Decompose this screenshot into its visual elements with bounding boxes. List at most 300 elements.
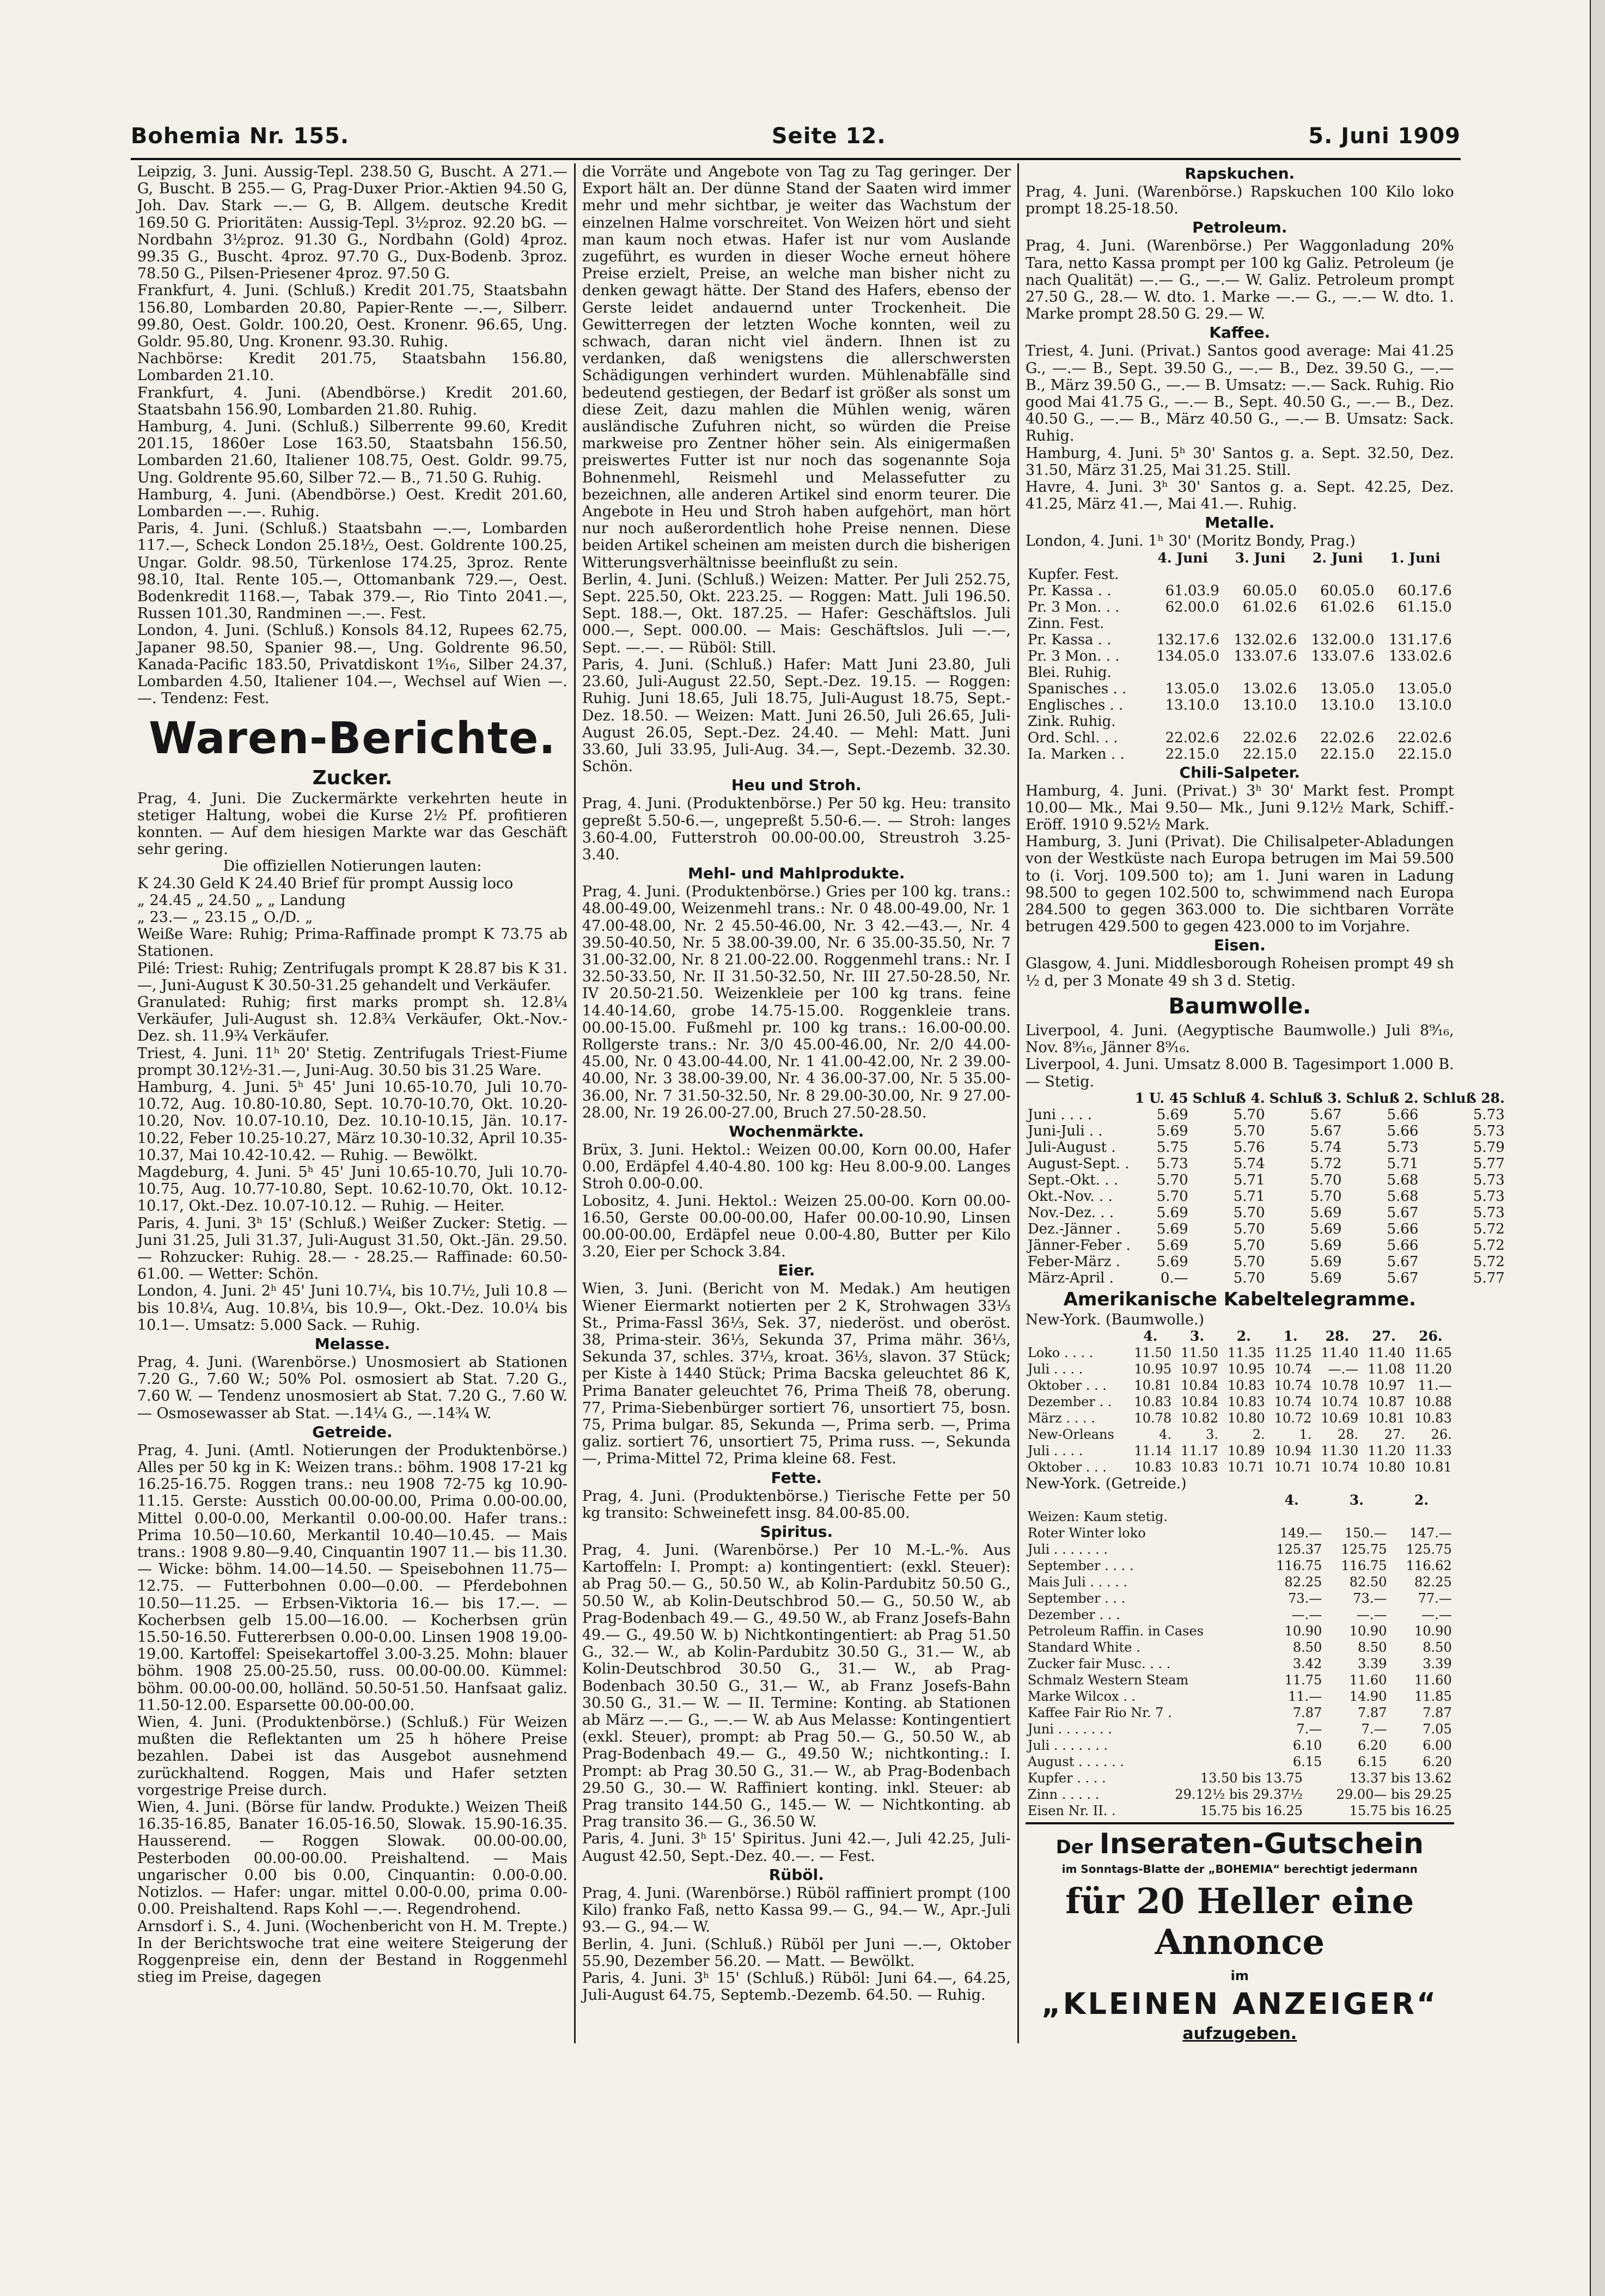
table-cell: 11.50 <box>1181 1345 1218 1360</box>
table-cell: 10.71 <box>1274 1459 1312 1475</box>
table-cell: Pr. Kassa . . <box>1027 582 1112 599</box>
table-cell: 11.08 <box>1368 1361 1405 1377</box>
table-cell: 11.30 <box>1321 1443 1359 1458</box>
heading-metalle: Metalle. <box>1205 514 1275 532</box>
zucker-10: Hamburg, 4. Juni. 5ʰ 45' Juni 10.65-10.70, Juli 10.70-10.72, Aug. 10.80-10.80, Sept. 10.70-10.70, Okt. 10.20-10.20, Nov. 10.07-10.10, Dez. 10.10-10.15, Jän. 10.17-10.22, Feber 10.25-10.27, März 10.30-10.32, April 10.35-10.37, Mai 10.42-10.42. — Ruhig. — Bewölkt. <box>137 1078 567 1164</box>
table-cell: 6.10 <box>1292 1738 1322 1754</box>
table-cell: 15.75 bis 16.25 <box>1349 1803 1452 1819</box>
table-cell: 28. <box>1338 1426 1359 1442</box>
getreide-3: Wien, 4. Juni. (Börse für landw. Produkte.) Weizen Theiß 16.35-16.85, Banater 16.05-16.50, Slowak. 15.90-16.35. Hausserend. — Roggen Slowak. 00.00-00.00, Pesterboden 00.00-00.00. Preishaltend. — Mais ungarischer 0.00 bis 0.00, Cinquantin: 0.00-0.00. Notizlos. — Hafer: ungar. mittel 0.00-0.00, prima 0.00-0.00. Preishaltend. Raps Kohl —.—. Regendrohend. <box>137 1799 567 1918</box>
table-cell: 13.05.0 <box>1320 680 1375 697</box>
table-cell <box>1222 713 1299 730</box>
table-cell: Juli-August . <box>1027 1139 1116 1156</box>
table-cell: 6.20 <box>1358 1738 1387 1754</box>
table-cell: Zinn . . . . . <box>1027 1787 1100 1803</box>
column-1 <box>131 163 574 2043</box>
table-cell: 11.20 <box>1414 1361 1452 1377</box>
heading-eier: Eier. <box>778 1261 815 1280</box>
table-cell: Jänner-Feber . <box>1027 1237 1131 1254</box>
table-cell: 5.67 <box>1387 1204 1419 1221</box>
table-cell: 116.75 <box>1276 1558 1322 1574</box>
table-cell: 5.73 <box>1473 1106 1505 1123</box>
table-cell: 5.72 <box>1473 1237 1505 1254</box>
table-cell: 5.69 <box>1310 1253 1342 1270</box>
melasse-1: Prag, 4. Juni. (Warenbörse.) Unosmosiert ab Stationen 7.20 G., 7.60 W.; 50% Pol. osmosiert ab Stat. 7.20 G., 7.60 W. — Tendenz unosmosiert ab Stat. 7.20 G., 7.60 W. — Osmosewasser ab Stat. —.14¼ G., —.14¾ W. <box>137 1354 567 1422</box>
table-row <box>1026 1541 1454 1558</box>
table-cell: 10.69 <box>1321 1410 1359 1426</box>
report-hamburg-abend: Hamburg, 4. Juni. (Abendbörse.) Oest. Kredit 201.60, Lombarden —.—. Ruhig. <box>137 486 567 521</box>
table-cell: März . . . . <box>1027 1410 1095 1426</box>
table-cell: 11.35 <box>1227 1345 1265 1360</box>
table-cell: 10.83 <box>1227 1394 1265 1409</box>
heading-spiritus: Spiritus. <box>760 1523 833 1541</box>
heading-heu: Heu und Stroh. <box>731 776 862 795</box>
table-cell: 5.66 <box>1387 1106 1419 1123</box>
metal-us-table <box>1026 1770 1454 1819</box>
table-row <box>1026 1410 1454 1426</box>
table-cell: 132.17.6 <box>1156 631 1219 648</box>
heading-kaffee: Kaffee. <box>1209 323 1271 342</box>
ad-line-4: im <box>1230 1968 1249 1984</box>
table-cell: 11.50 <box>1134 1345 1172 1360</box>
table-cell: —.— <box>1356 1607 1387 1623</box>
col3.metal_head-head-cell: 4. Juni <box>1157 549 1208 566</box>
col3.ag_head-head-cell <box>1026 1492 1259 1509</box>
ad-rule-top <box>1026 1822 1454 1824</box>
table-cell: 5.70 <box>1233 1122 1265 1139</box>
table-cell: 2. <box>1252 1426 1265 1442</box>
table-cell: 10.84 <box>1181 1377 1218 1393</box>
table-cell: 10.78 <box>1134 1410 1172 1426</box>
table-cell: August . . . . . . <box>1027 1754 1124 1770</box>
table-cell: 11.25 <box>1274 1345 1312 1360</box>
table-cell: 60.17.6 <box>1397 582 1452 599</box>
spiritus-2: Paris, 4. Juni. 3ʰ 15' Spiritus. Juni 42.—, Juli 42.25, Juli-August 42.50, Sept.-Dez. 40.—. — Fest. <box>582 1830 1011 1865</box>
table-cell: 60.05.0 <box>1242 582 1297 599</box>
table-cell: 5.72 <box>1473 1220 1505 1237</box>
table-cell: 10.87 <box>1368 1394 1405 1409</box>
table-cell: 5.71 <box>1233 1188 1265 1205</box>
report-paris: Paris, 4. Juni. (Schluß.) Staatsbahn —.—, Lombarden 117.—, Scheck London 25.18½, Oest. Goldrente 100.25, Ungar. Goldr. 98.50, Türkenlose 174.25, 3proz. Rente 98.10, Ital. Rente 105.—, Ottomanbank 729.—, Oest. Bodenkredit 1168.—, Tabak 379.—, Rio Tinto 2041.—, Russen 101.30, Randminen —.—. Fest. <box>137 520 567 622</box>
table-cell: 10.83 <box>1181 1459 1218 1475</box>
table-cell: 11.75 <box>1284 1672 1322 1688</box>
table-cell: 5.69 <box>1156 1220 1188 1237</box>
table-cell: Weizen: Kaum stetig. <box>1027 1509 1168 1525</box>
table-cell: Nov.-Dez. . . <box>1027 1204 1114 1221</box>
table-cell: Standard White . <box>1027 1640 1140 1656</box>
table-cell: Kupfer . . . . <box>1027 1770 1106 1786</box>
table-row <box>1026 730 1454 746</box>
table-cell: Oktober . . . <box>1027 1459 1107 1475</box>
table-cell: 133.07.6 <box>1234 648 1297 664</box>
heading-amerikanisch: Amerikanische Kabeltelegramme. <box>1063 1288 1416 1310</box>
col3.bw_head-head-cell: Schluß 3. <box>1269 1090 1342 1106</box>
table-cell: 8.50 <box>1358 1640 1387 1656</box>
table-cell: 82.50 <box>1349 1574 1387 1590</box>
table-cell: 7.— <box>1296 1721 1322 1737</box>
table-cell: 22.02.6 <box>1397 729 1452 746</box>
col3.ag_head-head-cell: 2. <box>1414 1492 1429 1509</box>
table-cell: 10.84 <box>1181 1394 1218 1409</box>
table-cell: 11.— <box>1418 1377 1452 1393</box>
table-cell: 6.15 <box>1292 1754 1322 1770</box>
table-row <box>1026 1525 1454 1541</box>
table-cell: Schmalz Western Steam <box>1027 1672 1189 1688</box>
table-cell: 10.95 <box>1134 1361 1172 1377</box>
col3.am_head-head-cell: 2. <box>1236 1328 1251 1344</box>
table-cell: 6.00 <box>1423 1738 1452 1754</box>
header-rule <box>131 158 1461 160</box>
table-cell: Petroleum Raffin. in Cases <box>1027 1623 1204 1639</box>
col3.bw_head-head-cell: Schluß 28. <box>1423 1090 1505 1106</box>
kaffee-2: Hamburg, 4. Juni. 5ʰ 30' Santos g. a. Sept. 32.50, Dez. 31.50, März 31.25, Mai 31.25. Still. <box>1025 444 1454 479</box>
table-cell: 0.— <box>1160 1269 1188 1286</box>
table-cell: 7.87 <box>1423 1705 1452 1721</box>
table-cell: 132.00.0 <box>1311 631 1375 648</box>
heading-zucker: Zucker. <box>312 766 393 789</box>
table-cell: 7.— <box>1361 1721 1387 1737</box>
col3.am_head-head-cell: 4. <box>1143 1328 1158 1344</box>
table-cell: Marke Wilcox . . <box>1027 1689 1136 1705</box>
table-cell: 5.69 <box>1310 1220 1342 1237</box>
table-cell: 5.74 <box>1233 1155 1265 1172</box>
table-cell: 13.10.0 <box>1320 697 1375 713</box>
table-row <box>1026 1345 1454 1361</box>
table-cell: Mais Juli . . . . . <box>1027 1574 1128 1590</box>
header-right: 5. Juni 1909 <box>1308 124 1461 149</box>
rueboel-1: Prag, 4. Juni. (Warenbörse.) Rüböl raffiniert prompt (100 Kilo) franko Faß, netto Kassa 99.— G., 94.— W., Apr.-Juli 93.— G., 94.— W. <box>582 1884 1011 1936</box>
table-row <box>1026 632 1454 648</box>
table-row <box>1026 1377 1454 1394</box>
zucker-12: Paris, 4. Juni. 3ʰ 15' (Schluß.) Weißer Zucker: Stetig. — Juni 31.25, Juli 31.37, Juli-August 31.50, Okt.-Jän. 29.50. — Rohzucker: Ruhig. 28.— - 28.25.— Raffinade: 60.50-61.00. — Wetter: Schön. <box>137 1214 567 1283</box>
table-cell: 13.02.6 <box>1242 680 1297 697</box>
heading-getreide: Getreide. <box>312 1422 393 1441</box>
table-cell: 6.20 <box>1423 1754 1452 1770</box>
table-cell: 61.02.6 <box>1242 599 1297 615</box>
table-cell: 10.81 <box>1368 1410 1405 1426</box>
table-cell: 11.60 <box>1414 1672 1452 1688</box>
column-2 <box>574 163 1017 2043</box>
table-cell: 10.82 <box>1181 1410 1218 1426</box>
table-cell: 22.15.0 <box>1397 746 1452 762</box>
table-row <box>1026 599 1454 615</box>
baumwolle-table <box>1026 1090 1507 1286</box>
heading-eisen: Eisen. <box>1213 936 1266 955</box>
table-cell: —.— <box>1328 1361 1359 1377</box>
heading-mehl: Mehl- und Mahlprodukte. <box>688 864 905 883</box>
table-cell: 5.67 <box>1387 1269 1419 1286</box>
table-cell: Juli . . . . <box>1027 1443 1083 1458</box>
table-cell: 5.70 <box>1310 1171 1342 1188</box>
table-cell: 15.75 bis 16.25 <box>1200 1803 1303 1819</box>
table-row <box>1026 566 1454 583</box>
getreide-4: Arnsdorf i. S., 4. Juni. (Wochenbericht von H. M. Trepte.) In der Berichtswoche trat eine weitere Steigerung der Roggenpreise ein, denn der Bestand in Roggenmehl stieg im Preise, dagegen <box>137 1918 567 1986</box>
col3.metal_head-head-cell: 1. Juni <box>1390 549 1441 566</box>
kaffee-1: Triest, 4. Juni. (Privat.) Santos good average: Mai 41.25 G., —.— B., Sept. 39.50 G., —.— B., Dez. 39.50 G., —.— B., März 39.50 G., —.— B. Umsatz: —.— Sack. Ruhig. Rio good Mai 41.75 G., —.— B., Sept. 40.50 G., —.— B., Dez. 40.50 G., —.— B., März 40.50 G., —.— B. Umsatz: Sack. Ruhig. <box>1025 343 1454 445</box>
table-cell: 13.50 bis 13.75 <box>1200 1770 1303 1786</box>
col3.ag_head-head-cell: 3. <box>1349 1492 1364 1509</box>
table-row <box>1026 1754 1454 1770</box>
table-row <box>1026 713 1454 730</box>
table-cell: 61.02.6 <box>1320 599 1375 615</box>
zucker-3: K 24.30 Geld K 24.40 Brief für prompt Aussig loco <box>137 875 514 892</box>
table-cell: 5.70 <box>1233 1253 1265 1270</box>
ad-headline <box>1026 1828 1454 1860</box>
table-cell: 1. <box>1299 1426 1312 1442</box>
table-cell: 11.20 <box>1368 1443 1405 1458</box>
table-cell: Sept.-Okt. . . <box>1027 1171 1118 1188</box>
col3.bw_head-head-cell: Schluß 2. <box>1346 1090 1419 1106</box>
table-row <box>1026 1188 1507 1205</box>
table-row <box>1026 1123 1507 1139</box>
table-cell: Juni . . . . <box>1027 1106 1093 1123</box>
table-cell: 7.87 <box>1292 1705 1322 1721</box>
table-cell: 29.00— bis 29.25 <box>1336 1787 1452 1803</box>
zucker-13: London, 4. Juni. 2ʰ 45' Juni 10.7¼, bis 10.7½, Juli 10.8 — bis 10.8¼, Aug. 10.8¼, bis 10.9—, Okt.-Dez. 10.0¼ bis 10.1—. Umsatz: 5.000 Sack. — Ruhig. <box>137 1283 567 1334</box>
table-cell <box>1376 664 1454 681</box>
column-3 <box>1017 163 1505 2044</box>
table-cell: 5.73 <box>1156 1155 1188 1172</box>
baumwolle-1: Liverpool, 4. Juni. (Aegyptische Baumwolle.) Juli 8⁹⁄₁₆, Nov. 8⁹⁄₁₆, Jänner 8⁹⁄₁₆. <box>1025 1022 1454 1057</box>
table-cell: Okt.-Nov. . . <box>1027 1188 1113 1205</box>
zucker-4: „ 24.45 „ 24.50 „ „ Landung <box>137 891 346 909</box>
table-row <box>1026 1139 1507 1156</box>
table-cell: 10.95 <box>1227 1361 1265 1377</box>
table-cell: 29.12½ bis 29.37½ <box>1175 1787 1303 1803</box>
table-row <box>1026 1607 1454 1623</box>
heading-wochenmaerkte: Wochenmärkte. <box>729 1122 864 1140</box>
table-cell: 77.— <box>1418 1591 1452 1607</box>
metal-table <box>1026 550 1454 762</box>
table-cell: 116.62 <box>1406 1558 1452 1574</box>
table-cell: 10.74 <box>1321 1459 1359 1475</box>
table-cell: Oktober . . . <box>1027 1377 1107 1393</box>
table-cell: 10.89 <box>1227 1443 1265 1458</box>
table-cell: 10.80 <box>1368 1459 1405 1475</box>
table-cell: 3.42 <box>1292 1656 1322 1672</box>
table-row <box>1026 1156 1507 1172</box>
heading-baumwolle: Baumwolle. <box>1168 993 1311 1019</box>
table-cell: Juni . . . . . . . <box>1027 1721 1112 1737</box>
table-row <box>1026 1721 1454 1737</box>
table-cell <box>1222 615 1299 632</box>
table-row <box>1026 1509 1454 1525</box>
table-row <box>1026 1770 1454 1786</box>
table-row <box>1026 1623 1454 1639</box>
table-cell: 133.02.6 <box>1388 648 1452 664</box>
table-cell: Ia. Marken . . <box>1027 746 1125 762</box>
table-cell: 5.69 <box>1310 1204 1342 1221</box>
rueboel-2: Berlin, 4. Juni. (Schluß.) Rüböl per Juni —.—, Oktober 55.90, Dezember 56.20. — Matt. — Bewölkt. <box>582 1935 1011 1970</box>
table-cell: 5.74 <box>1310 1139 1342 1156</box>
table-cell: Pr. Kassa . . <box>1027 631 1112 648</box>
table-cell: 5.71 <box>1233 1171 1265 1188</box>
report-nachboerse: Nachbörse: Kredit 201.75, Staatsbahn 156.80, Lombarden 21.10. <box>137 350 567 384</box>
rueboel-3: Paris, 4. Juni. 3ʰ 15' (Schluß.) Rüböl: Juni 64.—, 64.25, Juli-August 64.75, Septemb.-Dezemb. 64.50. — Ruhig. <box>582 1969 1011 2004</box>
table-cell: 11.17 <box>1181 1443 1218 1458</box>
metal-table-head <box>1026 550 1454 566</box>
table-cell: 5.73 <box>1473 1122 1505 1139</box>
table-cell: 147.— <box>1409 1525 1452 1541</box>
table-cell: 5.70 <box>1233 1204 1265 1221</box>
table-cell: 5.67 <box>1310 1122 1342 1139</box>
table-row <box>1026 648 1454 664</box>
raps-1: Prag, 4. Juni. (Warenbörse.) Rapskuchen 100 Kilo loko prompt 18.25-18.50. <box>1025 184 1454 218</box>
table-row <box>1026 1361 1454 1377</box>
table-row <box>1026 583 1454 599</box>
table-row <box>1026 697 1454 713</box>
col3.ag_head-head-cell: 4. <box>1284 1492 1299 1509</box>
amerik-1: New-York. (Baumwolle.) <box>1025 1311 1205 1328</box>
zucker-6: Weiße Ware: Ruhig; Prima-Raffinade prompt K 73.75 ab Stationen. <box>137 926 567 960</box>
spiritus-1: Prag, 4. Juni. (Warenbörse.) Per 10 M.-L.-%. Aus Kartoffeln: I. Prompt: a) kontingentiert: (exkl. Steuer): ab Prag 50.— G., 50.50 W., ab Kolin-Pardubitz 50.50 G., 50.50 W., ab Kolin-Deutschbrod 50.— G., 50.50 W., ab Prag-Bodenbach 49.— G., 49.50 W., ab Franz Josefs-Bahn 49.— G., 49.50 W. b) Nichtkontingentiert: ab Prag 51.50 G., 32.— W., ab Kolin-Pardubitz 30.50 G., 31.— W., ab Kolin-Deutschbrod 30.50 G., 31.— W., ab Prag-Bodenbach 30.50 G., 31.— W., ab Franz Josefs-Bahn 30.50 G., 31.— W. — II. Termine: Konting. ab Stationen ab März —.— G., —.— W. ab Aus Melasse: Kontingentiert (exkl. Steuer), prompt: ab Prag 50.— G., 50.50 W., ab Prag-Bodenbach 49.— G., 49.50 W.; nichtkonting.: I. Prompt: ab Prag 30.50 G., 31.— W., ab Prag-Bodenbach 29.50 G., 30.— W. Raffiniert konting. inkl. Steuer: ab Prag transito 144.50 G., 145.— W. — Nichtkonting. ab Prag transito 36.— G., 36.50 W. <box>582 1542 1011 1831</box>
table-cell: 22.15.0 <box>1320 746 1375 762</box>
table-cell: 62.00.0 <box>1165 599 1219 615</box>
ad-line-6: aufzugeben. <box>1182 2024 1297 2044</box>
table-cell: 8.50 <box>1423 1640 1452 1656</box>
table-cell: 5.68 <box>1387 1171 1419 1188</box>
table-cell: Juli . . . . . . . <box>1027 1542 1108 1558</box>
table-cell: 61.15.0 <box>1397 599 1452 615</box>
table-row <box>1026 746 1454 762</box>
table-cell: 150.— <box>1345 1525 1387 1541</box>
table-cell <box>1376 615 1454 632</box>
table-row <box>1026 1237 1507 1254</box>
table-cell: 10.74 <box>1274 1377 1312 1393</box>
table-row <box>1026 1394 1454 1410</box>
table-cell <box>1376 566 1454 583</box>
table-cell: 5.77 <box>1473 1269 1505 1286</box>
table-cell: 10.83 <box>1414 1410 1452 1426</box>
table-cell: 5.69 <box>1310 1269 1342 1286</box>
table-cell: Kaffee Fair Rio Nr. 7 . <box>1027 1705 1172 1721</box>
table-cell: 5.69 <box>1156 1253 1188 1270</box>
getreide-cont: die Vorräte und Angebote von Tag zu Tag geringer. Der Export hält an. Der dünne Stand der Saaten wird immer mehr und mehr sichtbar, je weiter das Wachstum der einzelnen Halme vorschreitet. Von Weizen hört und sieht man kaum noch etwas. Hafer ist nur vom Auslande zugeführt, es wurden in dieser Woche erneut höhere Preise erzielt, Preise, an welche man bisher nicht zu denken gewagt hätte. Der Stand des Hafers, ebenso der Gerste leidet andauernd unter Trockenheit. Die Gewitterregen der letzten Woche konnten, weil zu schwach, daran nicht viel ändern. Ihnen ist zu verdanken, daß wenigstens die allerschwersten Schädigungen verhindert wurden. Mühlenabfälle sind bedeutend gestiegen, der Bedarf ist größer als sonst um diese Zeit, dazu mahlen die Mühlen wenig, wären ausländische Zufuhren nicht, so würden die Preise markweise pro Zentner höher sein. Als einigermaßen preiswertes Futter ist nur noch das sogenannte Soja Bohnenmehl, Reismehl und Melassefutter zu bezeichnen, alle anderen Artikel sind enorm teurer. Die Angebote in Heu und Stroh haben aufgehört, man hört nur noch außerordentlich hohe Preise nennen. Diese beiden Artikel scheinen am meisten durch die bisherigen Witterungsverhältnisse beeinflußt zu sein. <box>582 163 1011 571</box>
table-cell: 10.83 <box>1227 1377 1265 1393</box>
table-cell: 10.80 <box>1227 1410 1265 1426</box>
table-cell: Zinn. Fest. <box>1027 615 1104 632</box>
table-cell: 11.60 <box>1349 1672 1387 1688</box>
table-cell <box>1222 566 1299 583</box>
baumwolle-2: Liverpool, 4. Juni. Umsatz 8.000 B. Tagesimport 1.000 B. — Stetig. <box>1025 1056 1454 1090</box>
table-cell: 5.66 <box>1387 1237 1419 1254</box>
table-cell: 10.83 <box>1134 1394 1172 1409</box>
heading-fette: Fette. <box>771 1468 822 1487</box>
eier-1: Wien, 3. Juni. (Bericht von M. Medak.) Am heutigen Wiener Eiermarkt notierten per 2 K, Strohwagen 33⅓ St., Prima-Fassl 36⅓, Sek. 37, niederöst. und oberöst. 38, Prima-steir. 36⅓, Sekunda 37, Prima mähr. 36⅓, Sekunda 37, schles. 37⅓, kroat. 36⅓, slavon. 37 Stück; per Kiste à 1440 Stück; Prima Bacska geleuchtet 86 K, Prima Banater geleuchtet 76, Prima Theiß 78, oberung. 77, Prima-Siebenbürger sortiert 76, unsortiert 75, bosn. 75, Prima bulgar. 85, Sekunda —, Prima serb. —, Prima galiz. sortiert 76, unsortiert 75, Prima russ. —, Sekunda —, Prima-Mittel 72, Prima kleine 68. Fest. <box>582 1280 1011 1468</box>
table-cell: Feber-März . <box>1027 1253 1120 1270</box>
table-cell: 22.15.0 <box>1242 746 1297 762</box>
table-cell: 5.68 <box>1387 1188 1419 1205</box>
table-cell: 5.69 <box>1156 1106 1188 1123</box>
metalle-1: London, 4. Juni. 1ʰ 30' (Moritz Bondy, Prag.) <box>1025 533 1356 550</box>
heading-petroleum: Petroleum. <box>1192 218 1287 237</box>
table-cell: 22.02.6 <box>1242 729 1297 746</box>
table-cell: 3.39 <box>1358 1656 1387 1672</box>
table-cell: 5.72 <box>1473 1253 1505 1270</box>
table-cell: 22.02.6 <box>1165 729 1219 746</box>
table-row <box>1026 1205 1507 1221</box>
table-cell: 5.72 <box>1310 1155 1342 1172</box>
table-cell: —.— <box>1421 1607 1452 1623</box>
table-cell: 6.15 <box>1358 1754 1387 1770</box>
ad-gutschein: Inseraten-Gutschein <box>1099 1828 1424 1861</box>
col3.metal_head-head-cell <box>1026 550 1144 566</box>
table-cell <box>1299 615 1376 632</box>
table-cell: Kupfer. Fest. <box>1027 566 1119 583</box>
heu-1: Prag, 4. Juni. (Produktenbörse.) Per 50 kg. Heu: transito gepreßt 5.50-6.—, ungepreßt 5.50-6.—. — Stroh: langes 3.60-4.00, Futterstroh 00.00-00.00, Streustroh 3.25-3.40. <box>582 795 1011 863</box>
table-cell: 5.73 <box>1473 1204 1505 1221</box>
table-row <box>1026 1737 1454 1754</box>
table-row <box>1026 664 1454 681</box>
table-cell: 3.39 <box>1423 1656 1452 1672</box>
table-cell <box>1144 664 1222 681</box>
table-row <box>1026 1443 1454 1459</box>
getreide-ny-table <box>1026 1492 1454 1770</box>
table-row <box>1026 1558 1454 1574</box>
page-header <box>131 117 1461 155</box>
table-cell: Zucker fair Musc. . . . <box>1027 1656 1171 1672</box>
table-row <box>1026 1107 1507 1123</box>
col3.am_head-head-cell: 1. <box>1283 1328 1298 1344</box>
table-cell: 5.70 <box>1233 1106 1265 1123</box>
table-cell: 5.66 <box>1387 1122 1419 1139</box>
table-cell: 5.70 <box>1233 1220 1265 1237</box>
table-cell: 11.85 <box>1414 1689 1452 1705</box>
table-cell: 5.70 <box>1233 1237 1265 1254</box>
table-cell: Zink. Ruhig. <box>1027 713 1116 730</box>
table-cell: 13.37 bis 13.62 <box>1349 1770 1452 1786</box>
table-row <box>1026 1590 1454 1607</box>
table-cell: 5.70 <box>1156 1171 1188 1188</box>
col3.bw_head-head-cell: Schluß 4. <box>1192 1090 1265 1106</box>
report-berlin: Berlin, 4. Juni. (Schluß.) Weizen: Matter. Per Juli 252.75, Sept. 225.50, Okt. 223.25. — Roggen: Matt. Juli 196.50. Sept. 188.—, Okt. 187.25. — Hafer: Geschäftslos. Juli 000.—, Sept. 000.00. — Mais: Geschäftslos. Juli —.—, Sept. —.—. — Rüböl: Still. <box>582 571 1011 656</box>
table-cell: 5.66 <box>1387 1220 1419 1237</box>
fette-1: Prag, 4. Juni. (Produktenbörse.) Tierische Fette per 50 kg transito: Schweinefett insg. 84.00-85.00. <box>582 1487 1011 1522</box>
table-row <box>1026 681 1454 697</box>
table-row <box>1026 1270 1507 1286</box>
table-cell: 11.14 <box>1134 1443 1172 1458</box>
table-cell: 73.— <box>1288 1591 1322 1607</box>
table-cell: Dez.-Jänner . <box>1027 1220 1121 1237</box>
table-cell: 5.67 <box>1310 1106 1342 1123</box>
col3.am_head-head-cell: 27. <box>1372 1328 1396 1344</box>
table-cell: 5.76 <box>1233 1139 1265 1156</box>
table-cell: 5.69 <box>1156 1237 1188 1254</box>
zucker-11: Magdeburg, 4. Juni. 5ʰ 45' Juni 10.65-10.70, Juli 10.70-10.75, Aug. 10.77-10.80, Sept. 10.62-10.70, Okt. 10.12-10.17, Okt.-Dez. 10.07-10.12. — Ruhig. — Heiter. <box>137 1163 567 1215</box>
table-cell <box>1222 664 1299 681</box>
table-cell: Dezember . . <box>1027 1394 1112 1409</box>
zucker-5: „ 23.— „ 23.15 „ O./D. „ <box>137 908 313 926</box>
table-cell: Roter Winter loko <box>1027 1525 1146 1541</box>
table-cell <box>1144 615 1222 632</box>
table-cell: 5.75 <box>1156 1139 1188 1156</box>
table-cell: März-April . <box>1027 1269 1114 1286</box>
table-row <box>1026 1656 1454 1672</box>
ad-line-5: „KLEINEN ANZEIGER“ <box>1041 1987 1438 2022</box>
col3.am_head-head-cell: 3. <box>1190 1328 1205 1344</box>
table-cell: 5.73 <box>1473 1171 1505 1188</box>
table-row <box>1026 615 1454 632</box>
table-cell: Blei. Ruhig. <box>1027 664 1112 681</box>
table-row <box>1026 1705 1454 1721</box>
heading-rueboel: Rüböl. <box>768 1865 824 1884</box>
table-cell: 11.40 <box>1368 1345 1405 1360</box>
table-cell <box>1376 713 1454 730</box>
table-cell: 73.— <box>1353 1591 1387 1607</box>
table-cell: 5.73 <box>1387 1139 1419 1156</box>
table-cell: 10.72 <box>1274 1410 1312 1426</box>
table-cell: —.— <box>1291 1607 1322 1623</box>
